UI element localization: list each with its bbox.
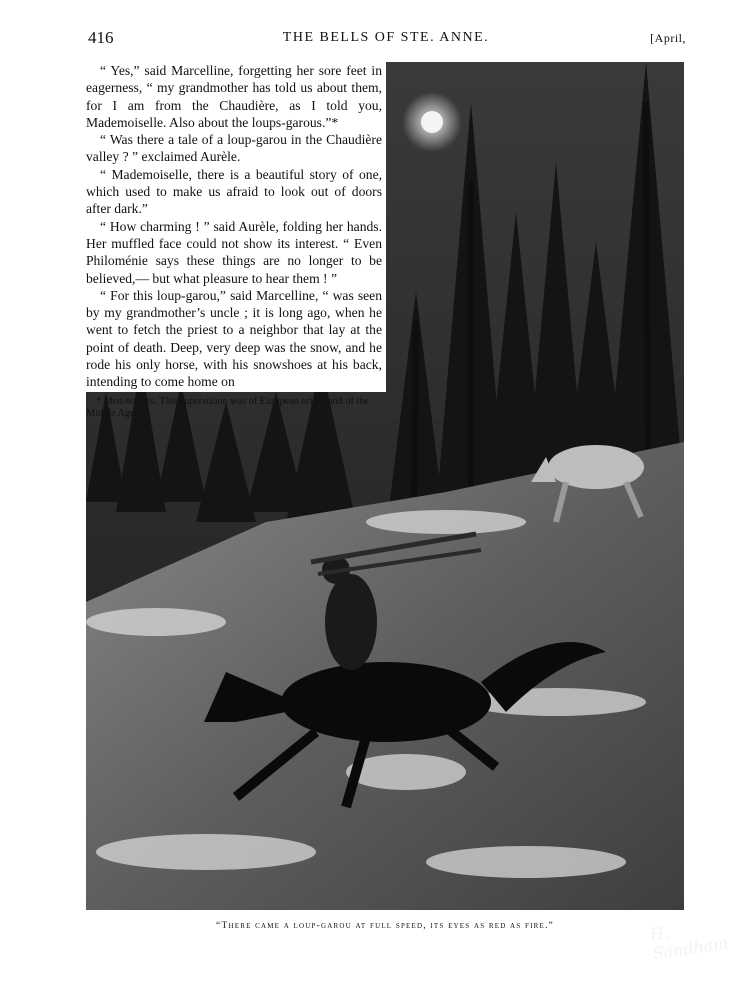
running-header	[86, 28, 686, 50]
article-text	[86, 62, 386, 420]
paragraph: “ Mademoiselle, there is a beautiful story of one, which used to make us afraid to look out of doors after dark.”	[86, 166, 382, 217]
paragraph: “ Was there a tale of a loup-garou in the Chaudière valley ? ” exclaimed Aurèle.	[86, 132, 382, 165]
illustration-caption: “There came a loup-garou at full speed, its eyes as red as fire.”	[216, 921, 554, 931]
moon	[421, 111, 443, 133]
running-month: [April,	[650, 31, 686, 45]
running-title: THE BELLS OF STE. ANNE.	[282, 30, 490, 45]
paragraph: “ For this loup-garou,” said Marcelline, “ was seen by my grandmother’s uncle ; it is long ago, when he went to fetch the priest to a neighbor that lay at the point of death. Deep, very deep was the snow, and he rode his only horse, with his snowshoes at his back, intending to come home on	[86, 287, 382, 390]
paragraph: “ How charming ! ” said Aurèle, folding her hands. Her muffled face could not show its interest. “ Even Philoménie says these things are no longer to be believed,— but what pleasure to hear them ! ”	[86, 218, 382, 286]
page-number: 416	[88, 28, 114, 47]
paragraph: “ Yes,” said Marcelline, forgetting her sore feet in eagerness, “ my grandmother has told us about them, for I am from the Chaudière, as I told you, Mademoiselle. Also about the loups-garous.”*	[86, 63, 382, 130]
footnote: * Men-wolves. This superstition was of European origin and of the Middle Ages.	[86, 395, 369, 420]
artist-signature: H. Sandham	[648, 922, 729, 964]
